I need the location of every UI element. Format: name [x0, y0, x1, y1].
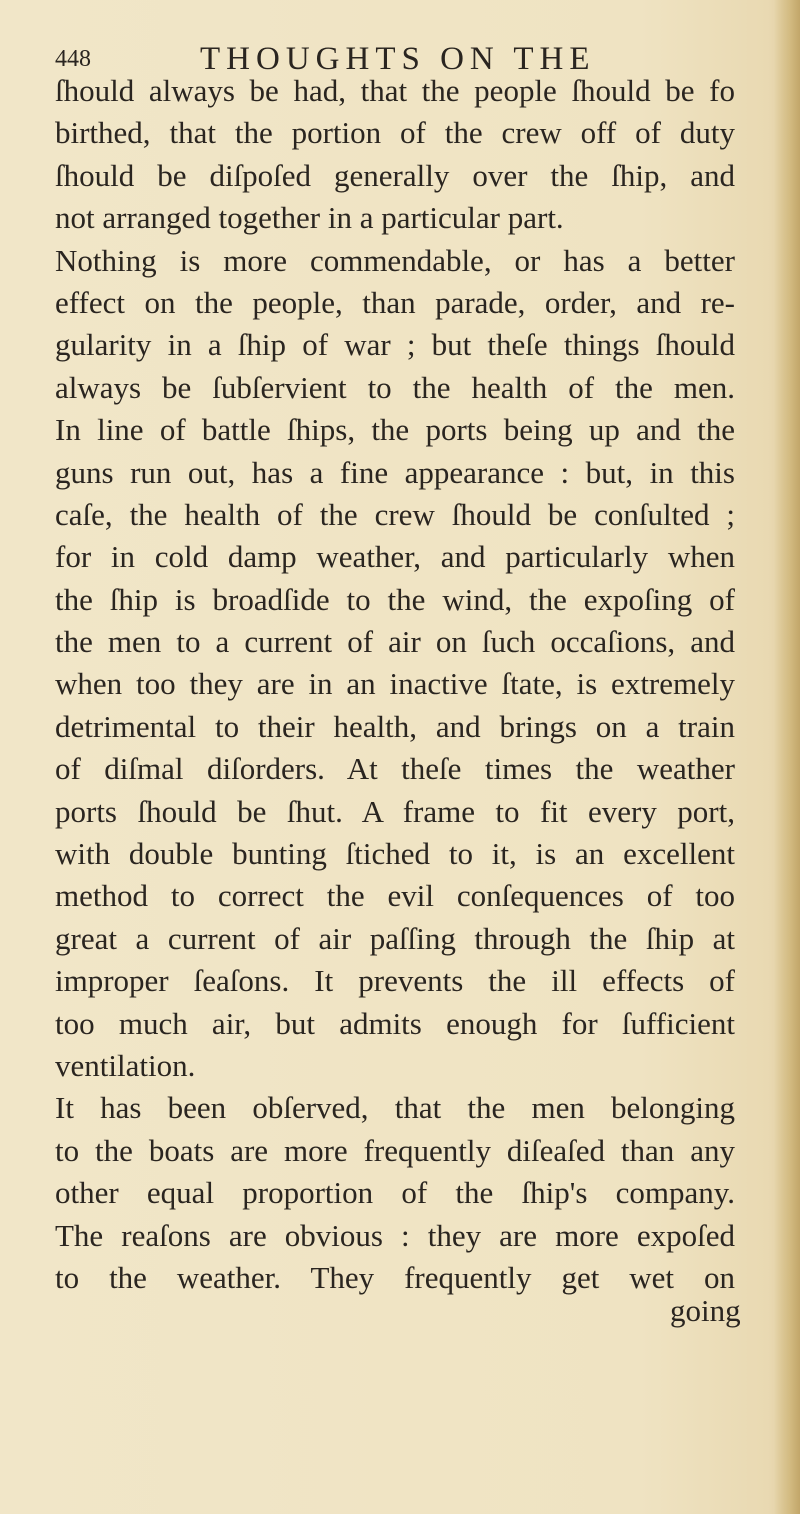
- body-text: [55, 70, 735, 1299]
- text-line: method to correct the evil conſequences of too: [55, 878, 735, 914]
- text-line: not arranged together in a particular part.: [55, 200, 564, 236]
- text-line: improper ſeaſons. It prevents the ill effects of: [55, 963, 735, 999]
- text-line: effect on the people, than parade, order, and re-: [55, 284, 735, 320]
- catchword: going: [670, 1293, 741, 1328]
- text-line: ſhould be diſpoſed generally over the ſhip, and: [55, 157, 735, 193]
- text-line: caſe, the health of the crew ſhould be conſulted ;: [55, 496, 735, 532]
- text-line: great a current of air paſſing through the ſhip at: [55, 920, 735, 956]
- running-head: THOUGHTS ON THE: [200, 41, 596, 77]
- page-edge-shadow: [774, 0, 800, 1514]
- text-line: always be ſubſervient to the health of the men.: [55, 369, 735, 405]
- text-line: In line of battle ſhips, the ports being up and the: [55, 412, 735, 448]
- text-line: The reaſons are obvious : they are more expoſed: [55, 1217, 735, 1253]
- text-line: to the weather. They frequently get wet on: [55, 1259, 735, 1295]
- text-line: ports ſhould be ſhut. A frame to fit every port,: [55, 793, 735, 829]
- text-line: guns run out, has a fine appearance : but, in this: [55, 454, 735, 490]
- text-line: gularity in a ſhip of war ; but theſe things ſhould: [55, 327, 735, 363]
- text-line: ſhould always be had, that the people ſhould be fo: [55, 73, 735, 108]
- text-line: It has been obſerved, that the men belonging: [55, 1090, 735, 1126]
- text-line: of diſmal diſorders. At theſe times the weather: [55, 751, 735, 787]
- text-line: birthed, that the portion of the crew off of duty: [55, 115, 735, 151]
- text-line: other equal proportion of the ſhip's company.: [55, 1175, 735, 1211]
- text-line: for in cold damp weather, and particularly when: [55, 539, 735, 575]
- text-line: ventilation.: [55, 1047, 196, 1083]
- text-line: the ſhip is broadſide to the wind, the expoſing of: [55, 581, 735, 617]
- text-line: when too they are in an inactive ſtate, is extremely: [55, 666, 735, 702]
- text-line: with double bunting ſtiched to it, is an excellent: [55, 836, 735, 872]
- page-number: 448: [55, 46, 91, 72]
- text-line: Nothing is more commendable, or has a better: [55, 242, 735, 278]
- text-line: the men to a current of air on ſuch occaſions, and: [55, 624, 735, 660]
- text-line: too much air, but admits enough for ſufficient: [55, 1005, 735, 1041]
- text-line: detrimental to their health, and brings on a train: [55, 708, 735, 744]
- text-line: to the boats are more frequently diſeaſed than any: [55, 1132, 735, 1168]
